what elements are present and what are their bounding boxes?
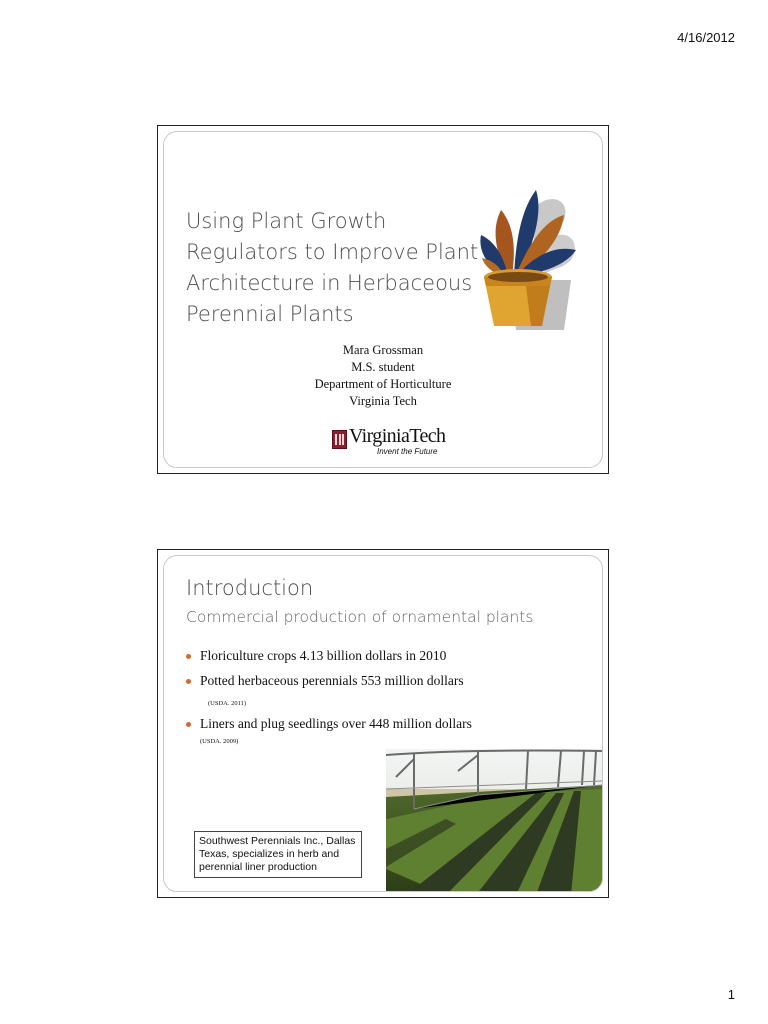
logo-wordmark: VirginiaTech: [349, 425, 446, 447]
slide-title: [157, 125, 609, 474]
page-date: 4/16/2012: [677, 30, 735, 45]
logo-mark-icon: [332, 430, 347, 449]
citation: (USDA. 2011): [208, 700, 247, 707]
photo-caption: Southwest Perennials Inc., Dallas Texas, specializes in herb and perennial liner production: [194, 831, 362, 878]
bullet-item: Potted herbaceous perennials 553 million dollars: [186, 673, 464, 689]
slide-heading: Introduction: [186, 576, 314, 600]
slide-subheading: Commercial production of ornamental plants: [186, 608, 534, 626]
greenhouse-photo: [386, 749, 602, 892]
title-line: Regulators to Improve Plant: [186, 240, 479, 264]
author-name: Mara Grossman: [342, 343, 424, 357]
citation: (USDA. 2009): [200, 738, 239, 745]
author-role: M.S. student: [351, 360, 415, 374]
bullet-item: Liners and plug seedlings over 448 million dollars: [186, 716, 472, 732]
potted-plant-icon: [476, 180, 586, 330]
slide-introduction: [157, 549, 609, 898]
author-department: Department of Horticulture: [314, 377, 452, 391]
slide-title-heading: [186, 206, 486, 330]
title-line: Perennial Plants: [186, 302, 354, 326]
slide-frame: [163, 555, 603, 892]
bullet-item: Floriculture crops 4.13 billion dollars in 2010: [186, 648, 446, 664]
author-institution: Virginia Tech: [349, 394, 417, 408]
title-line: Architecture in Herbaceous: [186, 271, 473, 295]
slide-frame: [163, 131, 603, 468]
logo-tagline: Invent the Future: [377, 447, 438, 456]
page-number: 1: [727, 987, 735, 1002]
author-block: [164, 342, 602, 410]
virginia-tech-logo: [332, 425, 452, 462]
title-line: Using Plant Growth: [186, 209, 387, 233]
